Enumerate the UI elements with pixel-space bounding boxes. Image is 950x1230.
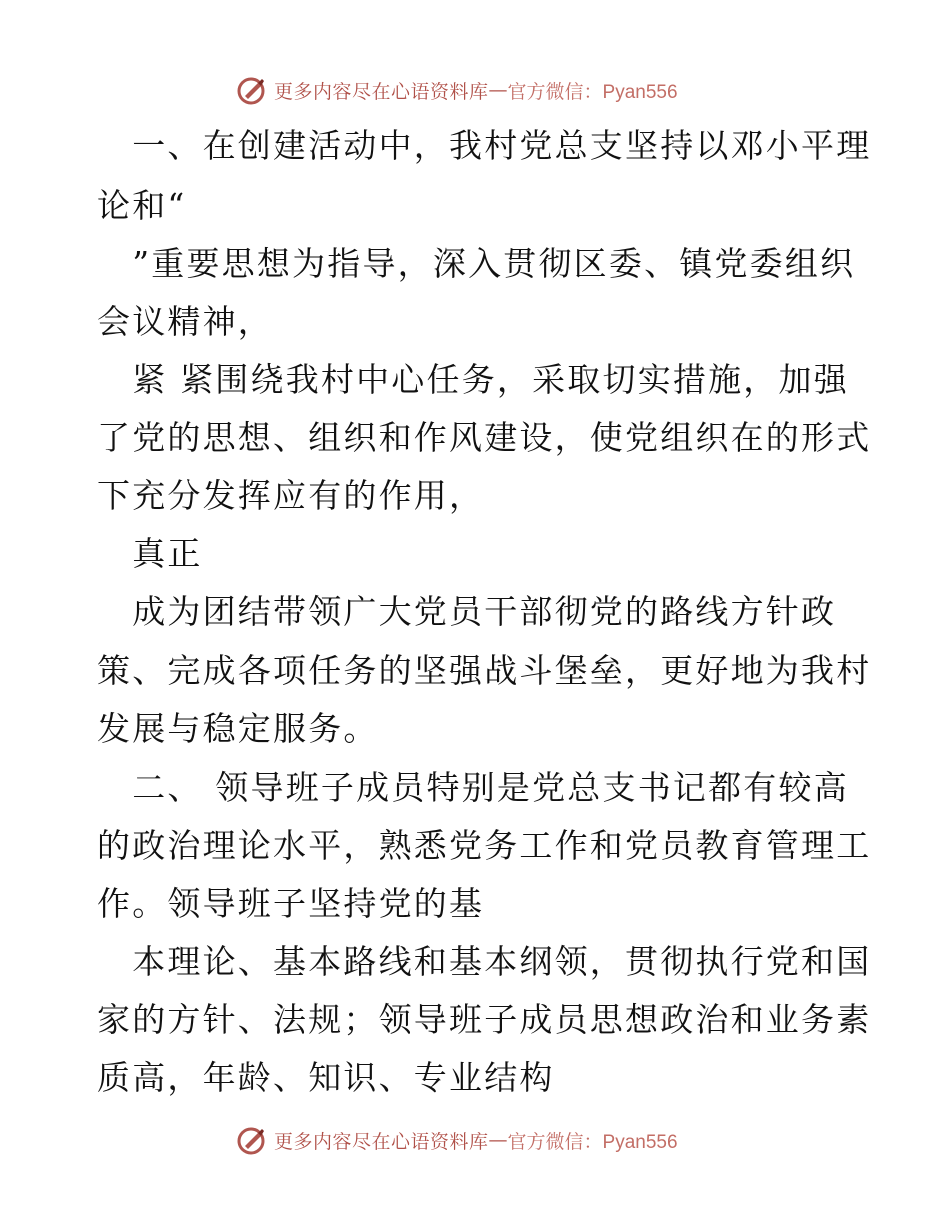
body-line: 会议精神， (97, 302, 273, 341)
watermark-dash: — (488, 1129, 508, 1151)
body-line: 二、 领导班子成员特别是党总支书记都有较高 (97, 768, 849, 807)
watermark-site-text: 更多内容尽在心语资料库 (274, 80, 489, 103)
body-line: 策、完成各项任务的坚强战斗堡垒，更好地为我村 (97, 651, 872, 690)
body-line: 下充分发挥应有的作用， (97, 476, 485, 515)
body-line: 家的方针、法规；领导班子成员思想政治和业务素 (97, 1000, 872, 1039)
footer-watermark (236, 1122, 678, 1158)
watermark-wechat-text: 官方微信：Pyan556 (507, 81, 678, 103)
body-line: 紧 紧围绕我村中心任务，采取切实措施，加强 (97, 360, 849, 399)
body-line: 质高，年龄、知识、专业结构 (97, 1058, 555, 1097)
body-line: 一、在创建活动中，我村党总支坚持以邓小平理 (97, 126, 872, 165)
watermark-site-text: 更多内容尽在心语资料库 (274, 1130, 489, 1153)
watermark-logo-icon (236, 1124, 268, 1156)
body-line: 发展与稳定服务。 (97, 709, 379, 748)
watermark-dash: — (488, 79, 508, 101)
body-line: 本理论、基本路线和基本纲领，贯彻执行党和国 (97, 942, 872, 981)
body-line: 了党的思想、组织和作风建设，使党组织在的形式 (97, 418, 872, 457)
watermark-logo-icon (236, 74, 268, 106)
header-watermark (236, 72, 678, 108)
body-line: 成为团结带领广大党员干部彻党的路线方针政 (97, 592, 837, 631)
body-line: 作。领导班子坚持党的基 (97, 884, 485, 923)
body-line: 论和“ (97, 186, 187, 225)
body-line: 的政治理论水平，熟悉党务工作和党员教育管理工 (97, 826, 872, 865)
watermark-wechat-text: 官方微信：Pyan556 (507, 1131, 678, 1153)
body-line: ”重要思想为指导，深入贯彻区委、镇党委组织 (97, 244, 856, 283)
body-line: 真正 (97, 534, 203, 573)
